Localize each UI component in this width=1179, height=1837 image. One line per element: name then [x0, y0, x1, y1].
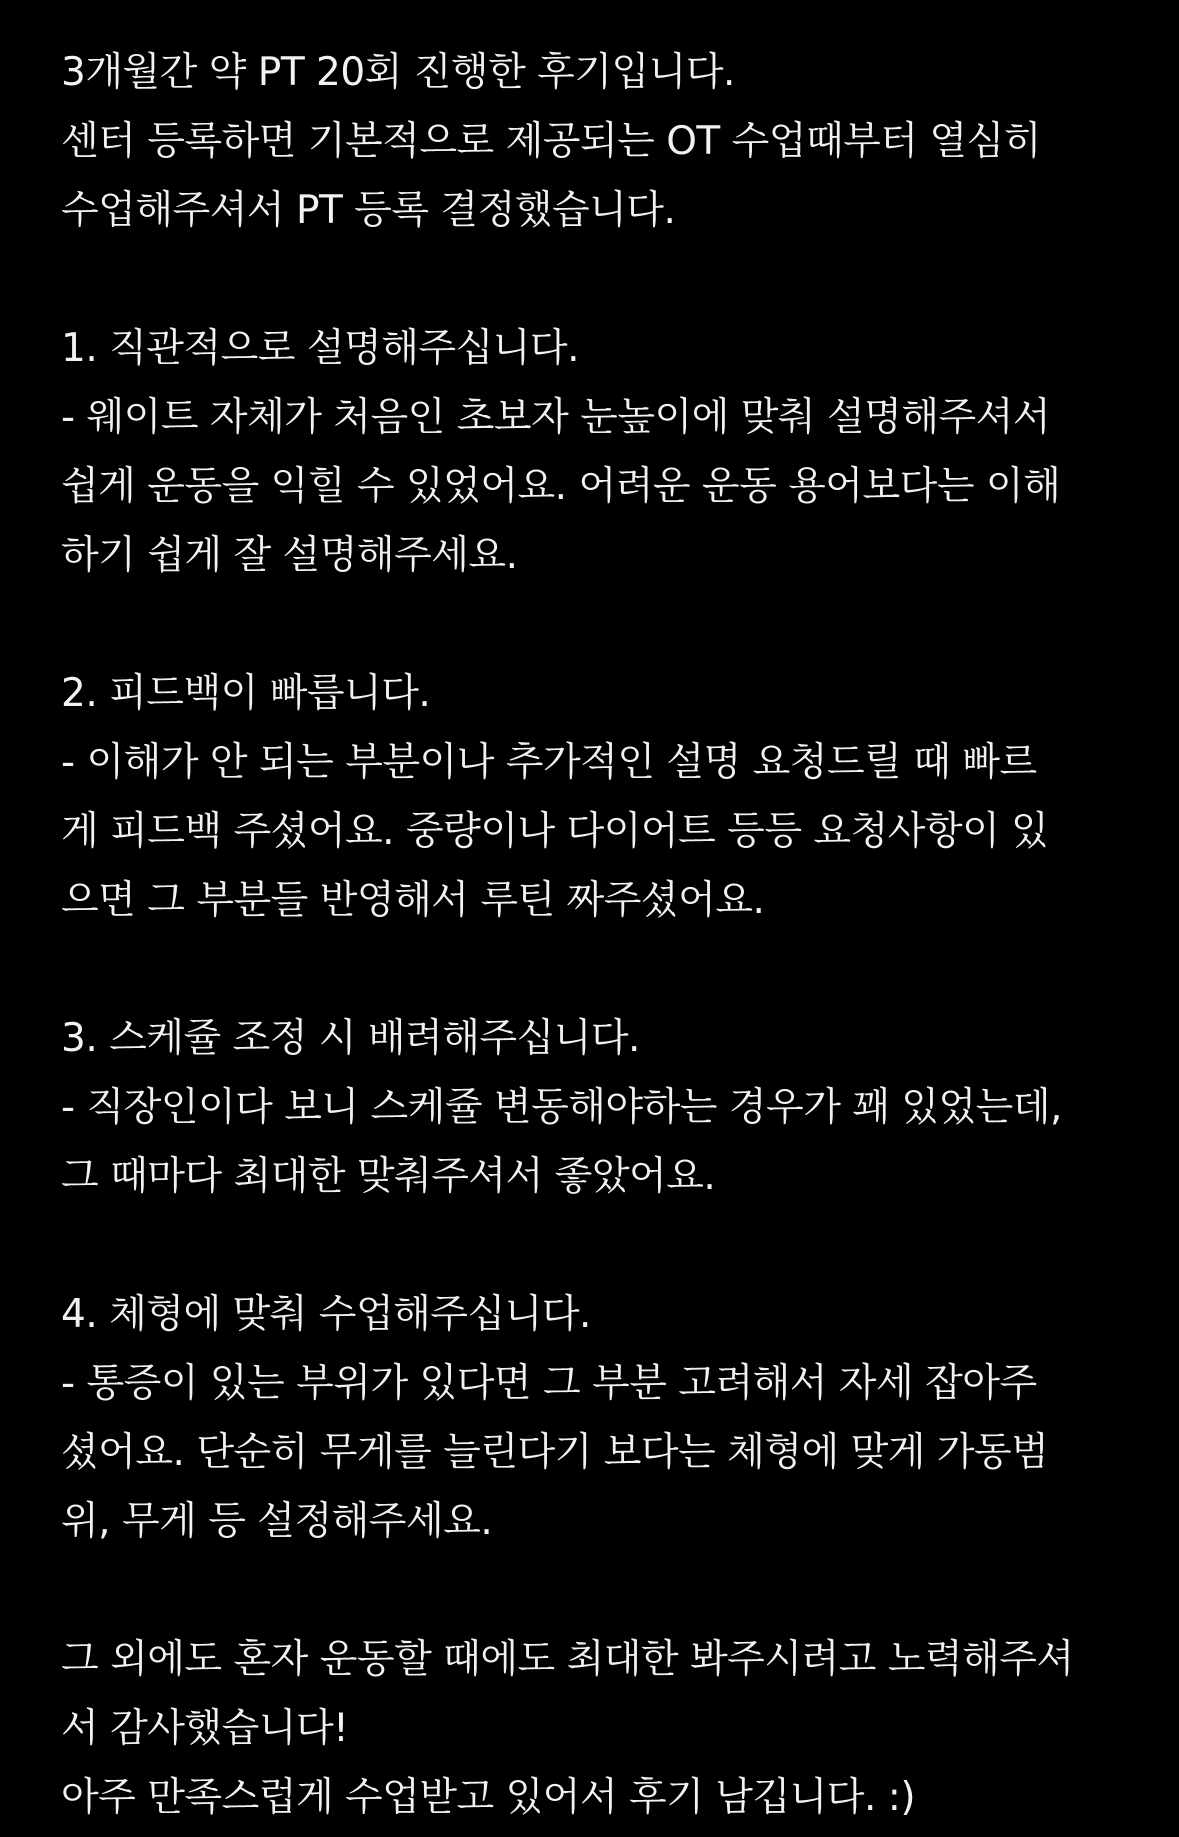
section-body-line: - 웨이트 자체가 처음인 초보자 눈높이에 맞춰 설명해주셔서 [61, 395, 1051, 440]
review-text [61, 38, 1161, 1832]
paragraph-spacer [61, 590, 1161, 659]
section-body-line: 위, 무게 등 설정해주세요. [61, 1499, 493, 1544]
section-4 [61, 1280, 1161, 1556]
section-heading: 4. 체형에 맞춰 수업해주십니다. [61, 1292, 591, 1337]
section-1 [61, 314, 1161, 590]
section-body-line: 으면 그 부분들 반영해서 루틴 짜주셨어요. [61, 878, 765, 923]
section-2 [61, 659, 1161, 935]
intro-line: 센터 등록하면 기본적으로 제공되는 OT 수업때부터 열심히 [61, 119, 1041, 164]
closing-paragraph [61, 1625, 1161, 1832]
closing-line: 서 감사했습니다! [61, 1706, 349, 1751]
section-body-line: 게 피드백 주셨어요. 중량이나 다이어트 등등 요청사항이 있 [61, 809, 1049, 854]
section-heading: 2. 피드백이 빠릅니다. [61, 671, 431, 716]
closing-line: 그 외에도 혼자 운동할 때에도 최대한 봐주시려고 노력해주셔 [61, 1637, 1074, 1682]
section-body-line: - 통증이 있는 부위가 있다면 그 부분 고려해서 자세 잡아주 [61, 1361, 1037, 1406]
intro-paragraph [61, 38, 1161, 245]
section-body-line: 셨어요. 단순히 무게를 늘린다기 보다는 체형에 맞게 가동범 [61, 1430, 1049, 1475]
section-3 [61, 1004, 1161, 1211]
intro-line: 수업해주셔서 PT 등록 결정했습니다. [61, 188, 676, 233]
closing-line: 아주 만족스럽게 수업받고 있어서 후기 남깁니다. :) [61, 1775, 916, 1820]
intro-line: 3개월간 약 PT 20회 진행한 후기입니다. [61, 50, 735, 95]
section-heading: 1. 직관적으로 설명해주십니다. [61, 326, 579, 371]
paragraph-spacer [61, 245, 1161, 314]
section-body-line: 쉽게 운동을 익힐 수 있었어요. 어려운 운동 용어보다는 이해 [61, 464, 1061, 509]
section-heading: 3. 스케쥴 조정 시 배려해주십니다. [61, 1016, 640, 1061]
paragraph-spacer [61, 1556, 1161, 1625]
section-body-line: - 직장인이다 보니 스케쥴 변동해야하는 경우가 꽤 있었는데, [61, 1085, 1062, 1130]
paragraph-spacer [61, 935, 1161, 1004]
section-body-line: - 이해가 안 되는 부분이나 추가적인 설명 요청드릴 때 빠르 [61, 740, 1037, 785]
section-body-line: 그 때마다 최대한 맞춰주셔서 좋았어요. [61, 1154, 716, 1199]
paragraph-spacer [61, 1211, 1161, 1280]
section-body-line: 하기 쉽게 잘 설명해주세요. [61, 533, 518, 578]
